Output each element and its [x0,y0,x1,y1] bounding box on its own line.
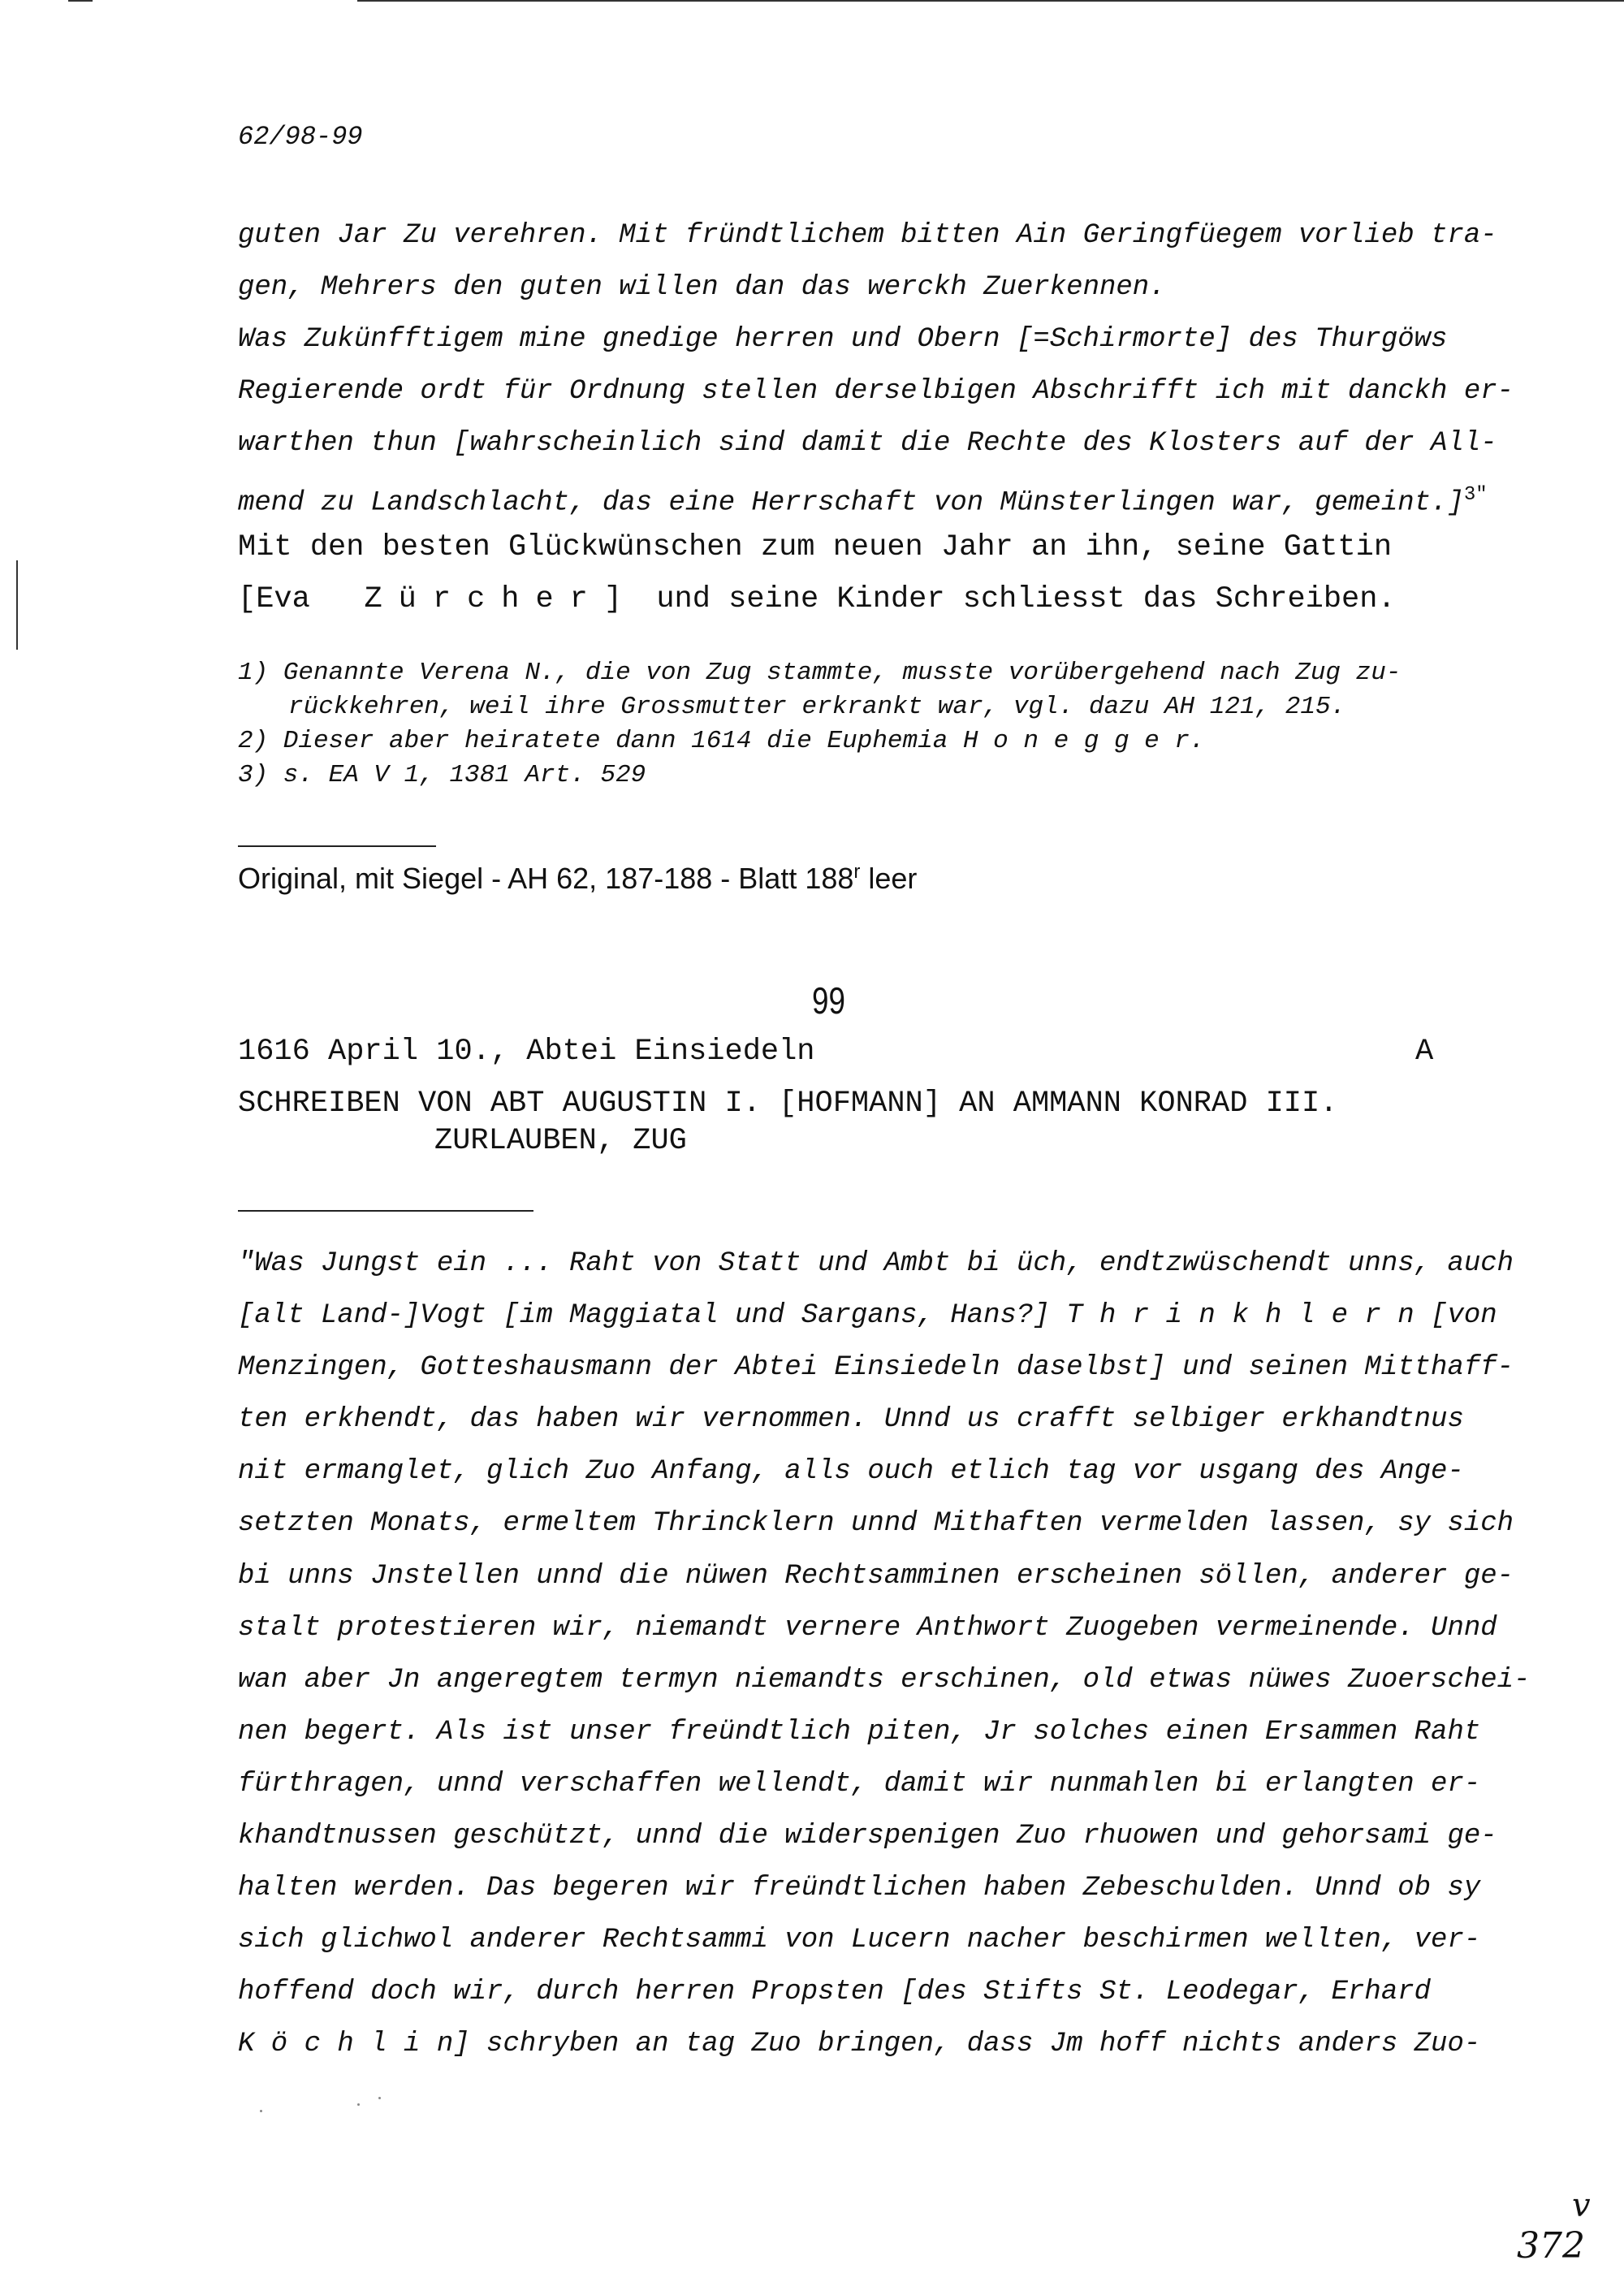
text-line: guten Jar Zu verehren. Mit fründtlichem bitten Ain Geringfüegem vorlieb tra- [238,220,1497,251]
scan-speck [378,2097,381,2099]
top-edge-rule [357,0,1624,2]
section-divider [238,845,436,847]
letter-line: halten werden. Das begeren wir freündtlichen haben Zebeschulden. Unnd ob sy [238,1873,1481,1904]
letter-line: [alt Land-]Vogt [im Maggiatal und Sargans, Hans?] T h r i n k h l e r n [von [238,1300,1497,1332]
document-dateline: 1616 April 10., Abtei Einsiedeln [238,1035,815,1069]
document-marker: A [1415,1035,1434,1069]
letter-line: wan aber Jn angeregtem termyn niemandts erschinen, old etwas nüwes Zuoerschei- [238,1664,1531,1696]
footnotes [238,656,1521,793]
document-number: 99 [812,979,845,1022]
letter-line: nen begert. Als ist unser freündtlich piten, Jr solches einen Ersammen Raht [238,1716,1481,1748]
letter-line: bi unns Jnstellen unnd die nüwen Rechtsamminen erscheinen söllen, anderer ge- [238,1560,1514,1592]
top-continuation-text [238,210,1521,625]
letter-line: fürthragen, unnd verschaffen wellendt, damit wir nunmahlen bi erlangten er- [238,1768,1481,1800]
footnote-ref: 3" [1463,484,1488,506]
title-divider [238,1210,533,1212]
closing-note-line-2 [238,573,1521,625]
letter-line: K ö c h l i n] schryben an tag Zuo bringen, dass Jm hoff nichts anders Zuo- [238,2029,1481,2060]
letter-line: stalt protestieren wir, niemandt vernere Anthwort Zuogeben vermeinende. Unnd [238,1612,1497,1644]
text-line: Regierende ordt für Ordnung stellen derselbigen Abschrifft ich mit danckh er- [238,376,1514,407]
source-note-text: Original, mit Siegel - AH 62, 187-188 - Blatt 188 [238,862,854,895]
letter-line: "Was Jungst ein ... Raht von Statt und Ambt bi üch, endtzwüschendt unns, auch [238,1248,1514,1279]
footnote-1: 1) Genannte Verena N., die von Zug stammte, musste vorübergehend nach Zug zu- [238,659,1402,687]
letter-line: sich glichwol anderer Rechtsammi von Lucern nacher beschirmen wellten, ver- [238,1925,1481,1956]
text-line: gen, Mehrers den guten willen dan das werckh Zuerkennen. [238,272,1166,303]
spaced-name: Zürcher] [364,582,639,616]
page-reference: 62/98-99 [238,122,363,152]
margin-bracket-mark [5,560,18,650]
footnote-1-cont: rückkehren, weil ihre Grossmutter erkrankt war, vgl. dazu AH 121, 215. [288,693,1346,721]
letter-line: ten erkhendt, das haben wir vernommen. Unnd us crafft selbiger erkhandtnus [238,1404,1464,1436]
letter-line: setzten Monats, ermeltem Thrincklern unnd Mithaften vermelden lassen, sy sich [238,1508,1514,1540]
letter-line: nit ermanglet, glich Zuo Anfang, alls ouch etlich tag vor usgang des Ange- [238,1456,1464,1488]
letter-body [238,1238,1537,2071]
source-note-sup: r [853,861,861,883]
handwritten-check-mark: v [1572,2187,1591,2224]
letter-line: Menzingen, Gotteshausmann der Abtei Einsiedeln daselbst] und seinen Mitthaff- [238,1352,1514,1384]
text-line: mend zu Landschlacht, das eine Herrschaft von Münsterlingen war, gemeint.] [238,487,1464,519]
closing-note-prefix: [Eva [238,582,310,616]
scan-speck [357,2103,360,2106]
closing-note-suffix: und seine Kinder schliesst das Schreiben. [656,582,1396,616]
text-line: Was Zukünfftigem mine gnedige herren und Obern [=Schirmorte] des Thurgöws [238,324,1448,355]
footnote-2: 2) Dieser aber heiratete dann 1614 die Euphemia H o n e g g e r. [238,727,1205,755]
source-note [238,861,917,896]
text-line: warthen thun [wahrscheinlich sind damit die Rechte des Klosters auf der All- [238,428,1497,459]
document-title-line-1: SCHREIBEN VON ABT AUGUSTIN I. [HOFMANN] AN AMMANN KONRAD III. [238,1087,1338,1121]
letter-line: khandtnussen geschützt, unnd die widerspenigen Zuo rhuowen und gehorsami ge- [238,1821,1497,1852]
footnote-3: 3) s. EA V 1, 1381 Art. 529 [238,761,646,789]
text-line-with-footref [238,469,1521,521]
scan-speck [260,2110,262,2112]
closing-note-line-1: Mit den besten Glückwünschen zum neuen Jahr an ihn, seine Gattin [238,530,1393,564]
top-edge-rule-left [68,0,93,2]
handwritten-page-number: 372 [1517,2225,1585,2267]
source-note-tail: leer [860,862,918,895]
document-title-line-2: ZURLAUBEN, ZUG [434,1124,687,1158]
letter-line: hoffend doch wir, durch herren Propsten [des Stifts St. Leodegar, Erhard [238,1977,1432,2008]
